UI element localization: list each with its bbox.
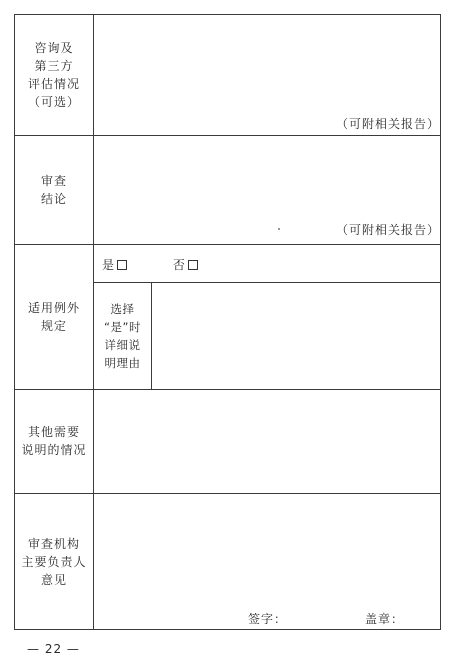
consult-attachment-note: （可附相关报告）	[336, 117, 441, 131]
review-conclusion-label: 审查 结论	[40, 174, 67, 206]
review-attachment-note: （可附相关报告）	[336, 223, 441, 237]
exception-rule-label: 适用例外 规定	[27, 301, 80, 333]
no-label: 否	[172, 258, 185, 272]
no-option[interactable]	[173, 258, 198, 272]
reason-sub-label: 选择 “是”时 详细说 明理由	[104, 302, 141, 370]
row-divider	[15, 389, 440, 390]
yes-label: 是	[102, 258, 115, 272]
exception-choice-row	[102, 258, 198, 272]
no-checkbox[interactable]	[188, 260, 198, 270]
reason-label-divider	[151, 282, 152, 389]
row-divider	[15, 244, 440, 245]
other-situation-label: 其他需要 说明的情况	[21, 425, 87, 457]
signature-label: 签字：	[248, 612, 288, 626]
page-number: — 22 —	[27, 642, 80, 656]
scan-speck	[278, 228, 280, 230]
seal-label: 盖章：	[365, 612, 405, 626]
review-form-table	[14, 14, 441, 630]
director-opinion-label: 审查机构 主要负责人 意见	[21, 537, 87, 587]
consult-row-label: 咨询及 第三方 评估情况 （可选）	[27, 41, 80, 109]
yes-option[interactable]	[102, 258, 127, 272]
checkbox-row-divider	[94, 282, 440, 283]
yes-checkbox[interactable]	[117, 260, 127, 270]
row-divider	[15, 493, 440, 494]
row-divider	[15, 135, 440, 136]
